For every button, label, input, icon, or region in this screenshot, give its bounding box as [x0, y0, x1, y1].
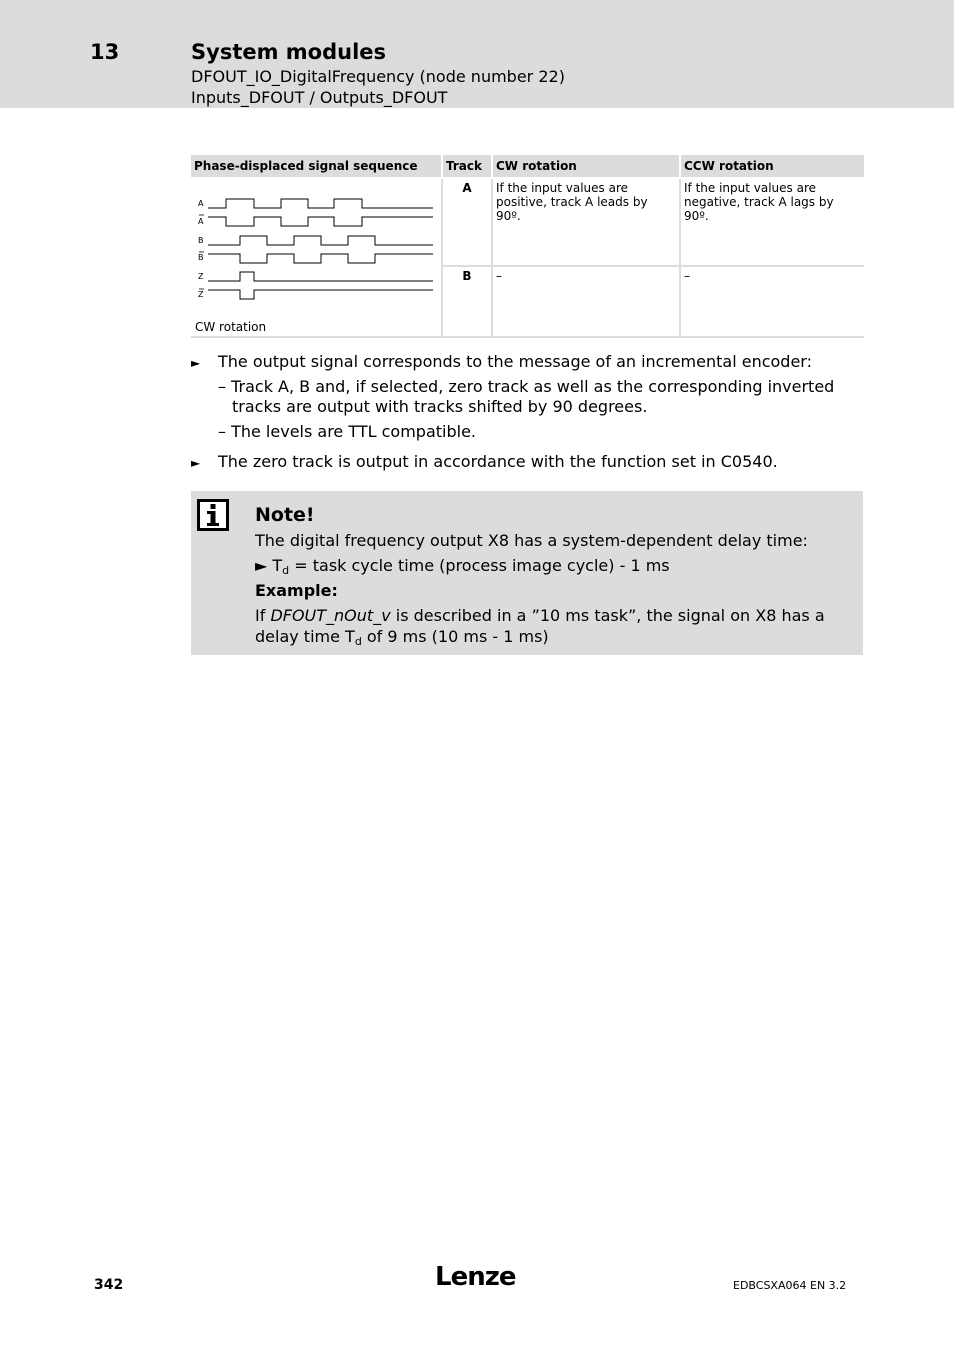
note-text: The digital frequency output X8 has a system-dependent delay time: — [255, 531, 808, 550]
signal-label-a: A — [198, 199, 204, 208]
bullet-arrow-icon: ► — [191, 356, 201, 370]
header-band — [0, 0, 954, 108]
document-id: EDBCSXA064 EN 3.2 — [733, 1279, 847, 1292]
signal-label-b: B — [198, 236, 204, 245]
cw-text-a: If the input values are positive, track A leads by 90º. — [492, 178, 680, 266]
signal-label-a-inv: A — [198, 217, 204, 226]
info-icon — [197, 499, 229, 531]
signal-label-b-inv: B — [198, 253, 204, 262]
ccw-text-a: If the input values are negative, track A lags by 90º. — [680, 178, 864, 266]
bullet-text: The output signal corresponds to the message of an incremental encoder: — [218, 352, 812, 371]
lenze-logo: Lenze — [435, 1262, 516, 1292]
bullet-text: The zero track is output in accordance with the function set in C0540. — [218, 452, 778, 471]
cw-text-b: – — [492, 266, 680, 337]
subtitle-line1: DFOUT_IO_DigitalFrequency (node number 22) — [191, 67, 565, 86]
chapter-number: 13 — [90, 40, 120, 64]
waveform-z-inv — [208, 290, 433, 299]
waveform-z — [208, 272, 433, 281]
note-title: Note! — [255, 504, 315, 526]
bullet-item — [191, 352, 863, 372]
diagram-caption: CW rotation — [195, 320, 267, 334]
waveform-b-inv — [208, 254, 433, 263]
chapter-title: System modules — [191, 40, 387, 64]
note-example-label: Example: — [255, 581, 338, 600]
waveform-a — [208, 199, 433, 208]
signal-label-z-inv: Z — [198, 290, 204, 299]
track-b: B — [442, 266, 492, 337]
header-track: Track — [442, 155, 492, 178]
note-body — [255, 505, 855, 647]
track-a: A — [442, 178, 492, 266]
ccw-text-b: – — [680, 266, 864, 337]
header-cw-rotation: CW rotation — [492, 155, 680, 178]
bullet-item — [191, 452, 863, 472]
table-header-row — [191, 155, 864, 178]
header-phase-signal: Phase-displaced signal sequence — [191, 155, 442, 178]
subtitle-line2: Inputs_DFOUT / Outputs_DFOUT — [191, 88, 448, 107]
sub-bullet-item: – Track A, B and, if selected, zero track as well as the corresponding inverted tracks are output with tracks shifted by 90 degrees. — [218, 377, 835, 416]
signal-table — [191, 155, 864, 338]
header-ccw-rotation: CCW rotation — [680, 155, 864, 178]
note-formula: ► $T_d$ = task cycle time (process image cycle) - 1 ms — [255, 556, 670, 577]
page-number: 342 — [94, 1277, 124, 1293]
waveform-a-inv — [208, 217, 433, 226]
bullet-arrow-icon: ► — [191, 456, 201, 470]
bullet-list — [191, 352, 863, 472]
signal-diagram-cell — [191, 178, 442, 337]
signal-label-z: Z — [198, 272, 204, 281]
note-example-text: If DFOUT_nOut_v is described in a ”10 ms task”, the signal on X8 has a delay time $T_d$ of 9 ms (10 ms - 1 ms) — [255, 606, 825, 648]
waveform-b — [208, 236, 433, 245]
sub-bullet-item: – The levels are TTL compatible. — [218, 422, 477, 441]
table-row — [191, 178, 864, 266]
note-box — [191, 491, 863, 655]
signal-diagram — [191, 179, 435, 336]
